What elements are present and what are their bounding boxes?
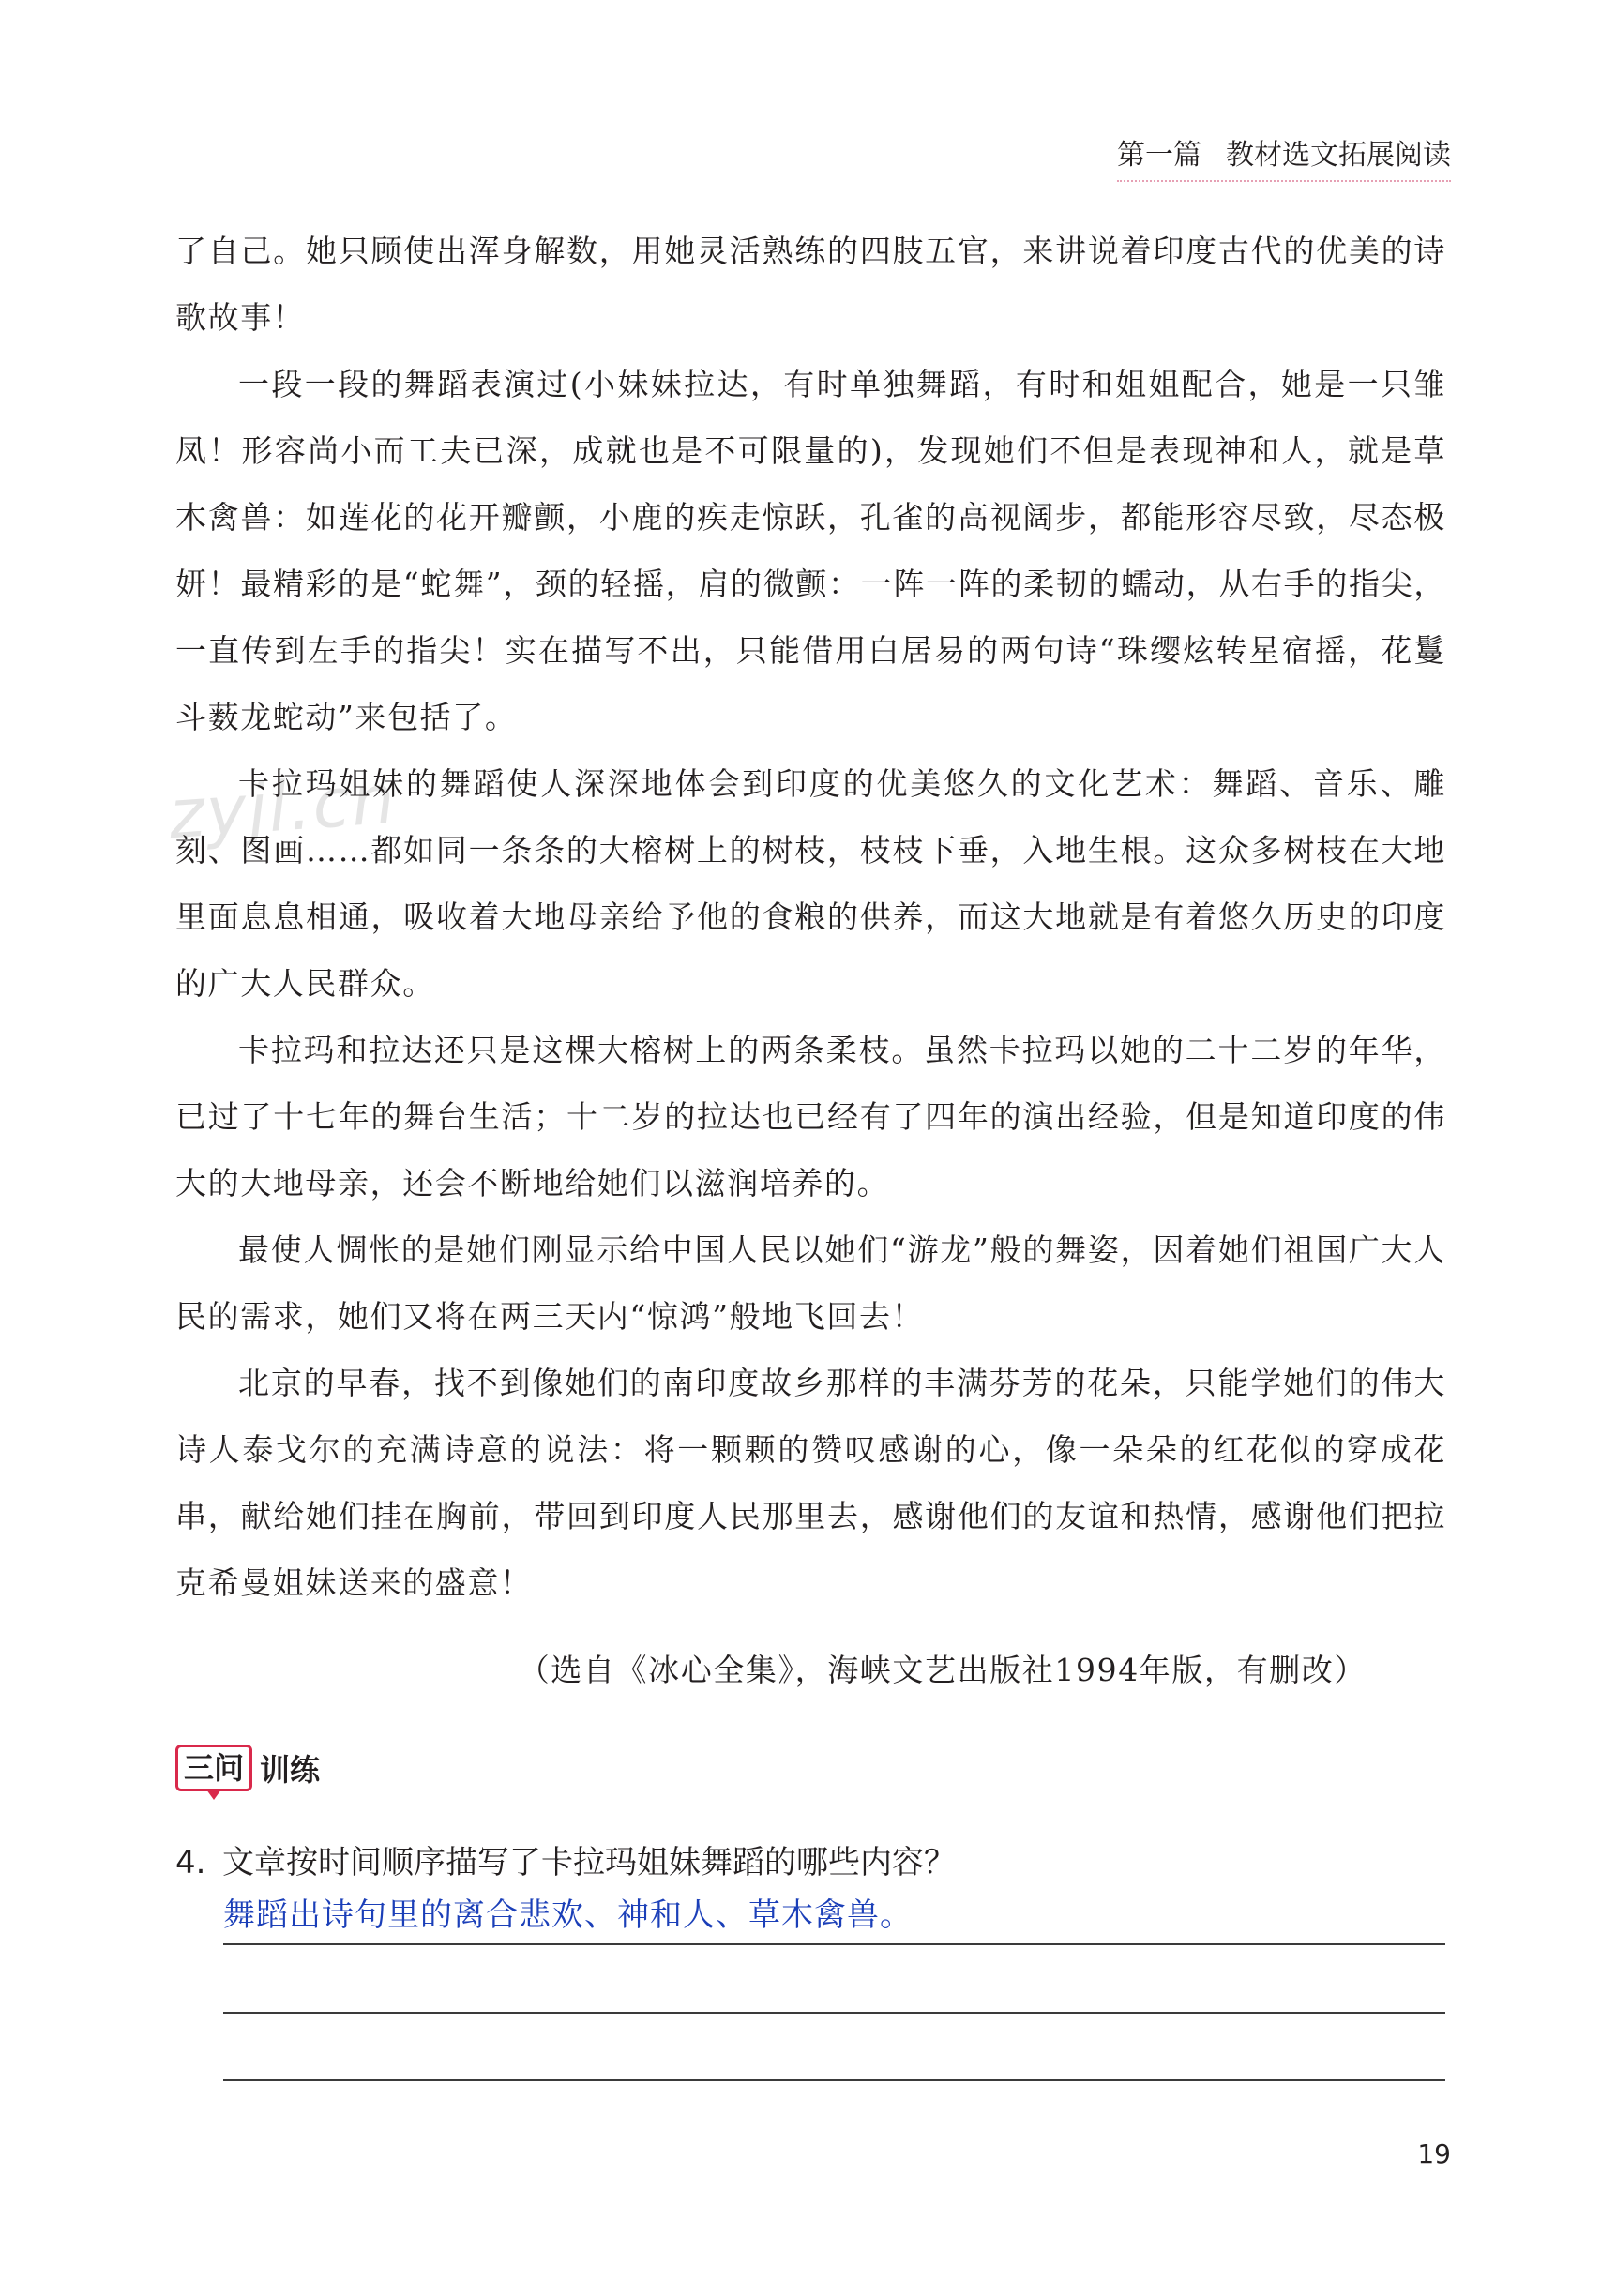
section-title-text: 训练 [260,1752,321,1788]
question-number: 4. [175,1844,206,1881]
paragraph: 卡拉玛姐妹的舞蹈使人深深地体会到印度的优美悠久的文化艺术：舞蹈、音乐、雕刻、图画……都如同一条条的大榕树上的树枝，枝枝下垂，入地生根。这众多树枝在大地里面息息相通，吸收着大地母亲给予他的食粮的供养，而这大地就是有着悠久历史的印度的广大人民群众。 [175,765,1446,1002]
paragraph: 最使人惆怅的是她们刚显示给中国人民以她们“游龙”般的舞姿，因着她们祖国广大人民的需求，她们又将在两三天内“惊鸿”般地飞回去！ [175,1231,1446,1335]
source-citation: （选自《冰心全集》，海峡文艺出版社1994年版，有删改） [518,1652,1367,1688]
answer-line [223,1943,1445,1945]
header-section: 教材选文拓展阅读 [1226,139,1451,172]
answer-line [223,2079,1445,2081]
answer-line [223,2012,1445,2014]
paragraph: 一段一段的舞蹈表演过(小妹妹拉达，有时单独舞蹈，有时和姐姐配合，她是一只雏凤！形容尚小而工夫已深，成就也是不可限量的)，发现她们不但是表现神和人，就是草木禽兽：如莲花的花开瓣颤，小鹿的疾走惊跃，孔雀的高视阔步，都能形容尽致，尽态极妍！最精彩的是“蛇舞”，颈的轻摇，肩的微颤：一阵一阵的柔韧的蠕动，从右手的指尖，一直传到左手的指尖！实在描写不出，只能借用白居易的两句诗“珠缨炫转星宿摇，花鬘斗薮龙蛇动”来包括了。 [175,366,1446,735]
watermark: zyjl.cn [166,759,400,854]
handwritten-answer: 舞蹈出诗句里的离合悲欢、神和人、草木禽兽。 [223,1896,913,1934]
question-4 [175,1836,956,1882]
header-underline [1117,180,1451,182]
paragraph: 卡拉玛和拉达还只是这棵大榕树上的两条柔枝。虽然卡拉玛以她的二十二岁的年华，已过了十七年的舞台生活；十二岁的拉达也已经有了四年的演出经验，但是知道印度的伟大的大地母亲，还会不断地给她们以滋润培养的。 [175,1032,1446,1201]
question-text: 文章按时间顺序描写了卡拉玛姐妹舞蹈的哪些内容？ [222,1844,956,1881]
section-tag-badge: 三问 [175,1745,252,1791]
article-body [175,218,1446,1616]
section-title [175,1745,320,1791]
running-header [1117,131,1451,173]
header-part: 第一篇 [1117,139,1201,172]
paragraph: 北京的早春，找不到像她们的南印度故乡那样的丰满芬芳的花朵，只能学她们的伟大诗人泰戈尔的充满诗意的说法：将一颗颗的赞叹感谢的心，像一朵朵的红花似的穿成花串，献给她们挂在胸前，带回到印度人民那里去，感谢他们的友谊和热情，感谢他们把拉克希曼姐妹送来的盛意！ [175,1365,1446,1601]
page-number: 19 [1417,2138,1451,2169]
paragraph: 了自己。她只顾使出浑身解数，用她灵活熟练的四肢五官，来讲说着印度古代的优美的诗歌故事！ [175,233,1446,336]
